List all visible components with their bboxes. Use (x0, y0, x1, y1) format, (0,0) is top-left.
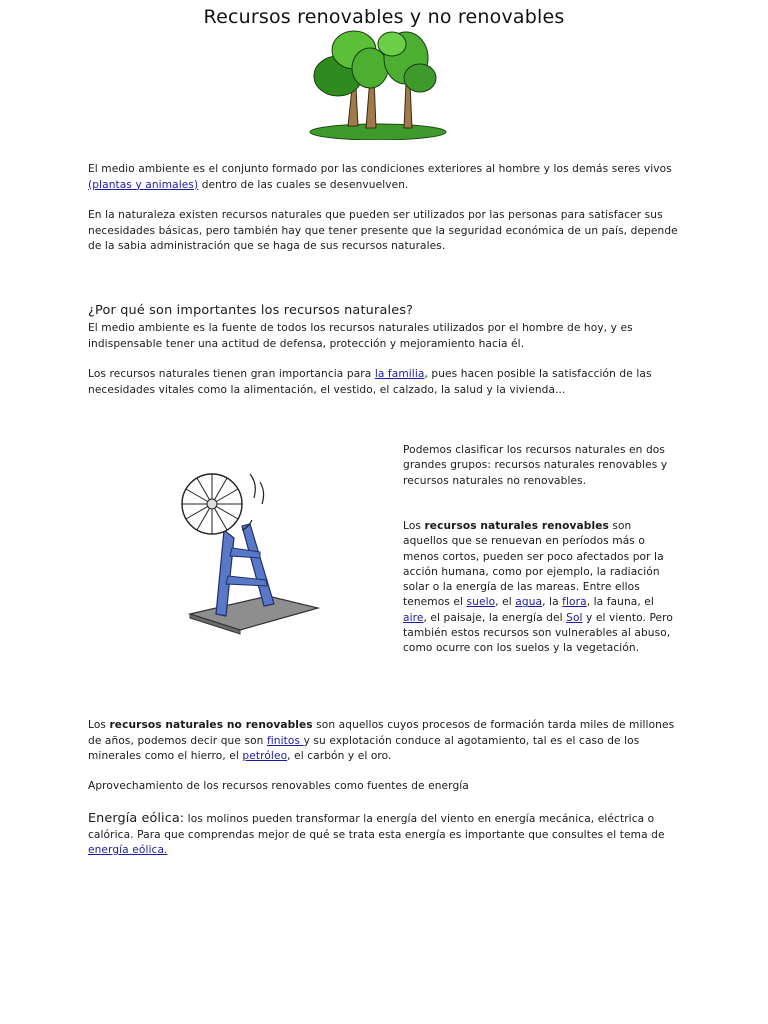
page-title: Recursos renovables y no renovables (203, 6, 565, 28)
link-flora[interactable]: flora (562, 596, 587, 609)
classify-paragraph-1: Podemos clasificar los recursos naturales en dos grandes grupos: recursos naturales renovables y recursos naturales no renovables. (403, 444, 668, 487)
importance-heading: ¿Por qué son importantes los recursos naturales? (88, 303, 414, 318)
non-renewables-section (88, 718, 678, 765)
link-finitos[interactable]: finitos (266, 734, 304, 747)
link-energia-eolica[interactable]: energía eólica. (88, 844, 168, 857)
non-renewables-paragraph: Los recursos naturales no renovables son aquellos cuyos procesos de formación tarda miles de millones de años, podemos decir que son finitos y su explotación conduce al agotamiento, tal es el caso de los minerales como el hierro, el petróleo, el carbón y el oro. (88, 719, 675, 763)
classify-section (403, 443, 678, 489)
link-petroleo[interactable]: petróleo (242, 750, 288, 763)
importance-section-2 (88, 367, 678, 398)
eolica-paragraph: Energía eólica: los molinos pueden transformar la energía del viento en energía mecánica, eléctrica o calórica. Para que comprendas mejor de qué se trata esta energía es importante que consultes el tema de energía eólica. (88, 811, 665, 857)
intro-paragraph-2: En la naturaleza existen recursos naturales que pueden ser utilizados por las personas para satisfacer sus necesidades básicas, pero también hay que tener presente que la seguridad económica de un país, depende de la sabia administración que se haga de sus recursos naturales. (88, 209, 678, 253)
trees-illustration (308, 28, 450, 140)
intro-section-2 (88, 208, 678, 255)
usage-heading-block (88, 779, 678, 795)
link-la-familia[interactable]: la familia (374, 368, 425, 380)
intro-paragraph-1: El medio ambiente es el conjunto formado por las condiciones exteriores al hombre y los demás seres vivos (plantas y animales) dentro de las cuales se desenvuelven. (88, 163, 672, 191)
link-sol[interactable]: Sol (566, 611, 583, 624)
link-suelo[interactable]: suelo (466, 596, 496, 609)
intro-section (88, 162, 678, 193)
renewables-paragraph: Los recursos naturales renovables son aquellos que se renuevan en períodos más o menos cortos, pueden ser poco afectados por la acción humana, como por ejemplo, la radiación solar o la energía de las mareas. Entre ellos tenemos el suelo, el agua, la flora, la fauna, el aire, el paisaje, la energía del Sol y el viento. Pero también estos recursos son vulnerables al abuso, como ocurre con los suelos y la vegetación. (403, 520, 673, 655)
importance-paragraph-2: Los recursos naturales tienen gran importancia para la familia, pues hacen posible la satisfacción de las necesidades vitales como la alimentación, el vestido, el calzado, la salud y la vivienda... (88, 368, 652, 396)
importance-section (88, 321, 678, 352)
eolica-section (88, 811, 678, 859)
windmill-illustration (168, 468, 328, 636)
eolica-title: Energía eólica: (88, 811, 185, 826)
link-agua[interactable]: agua (515, 596, 543, 609)
usage-heading: Aprovechamiento de los recursos renovables como fuentes de energía (88, 780, 469, 792)
importance-paragraph-1: El medio ambiente es la fuente de todos los recursos naturales utilizados por el hombre de hoy, y es indispensable tener una actitud de defensa, protección y mejoramiento hacia él. (88, 322, 633, 350)
renewables-section (403, 519, 678, 657)
link-plantas-animales[interactable]: (plantas y animales) (88, 178, 199, 191)
link-aire[interactable]: aire (403, 611, 424, 624)
